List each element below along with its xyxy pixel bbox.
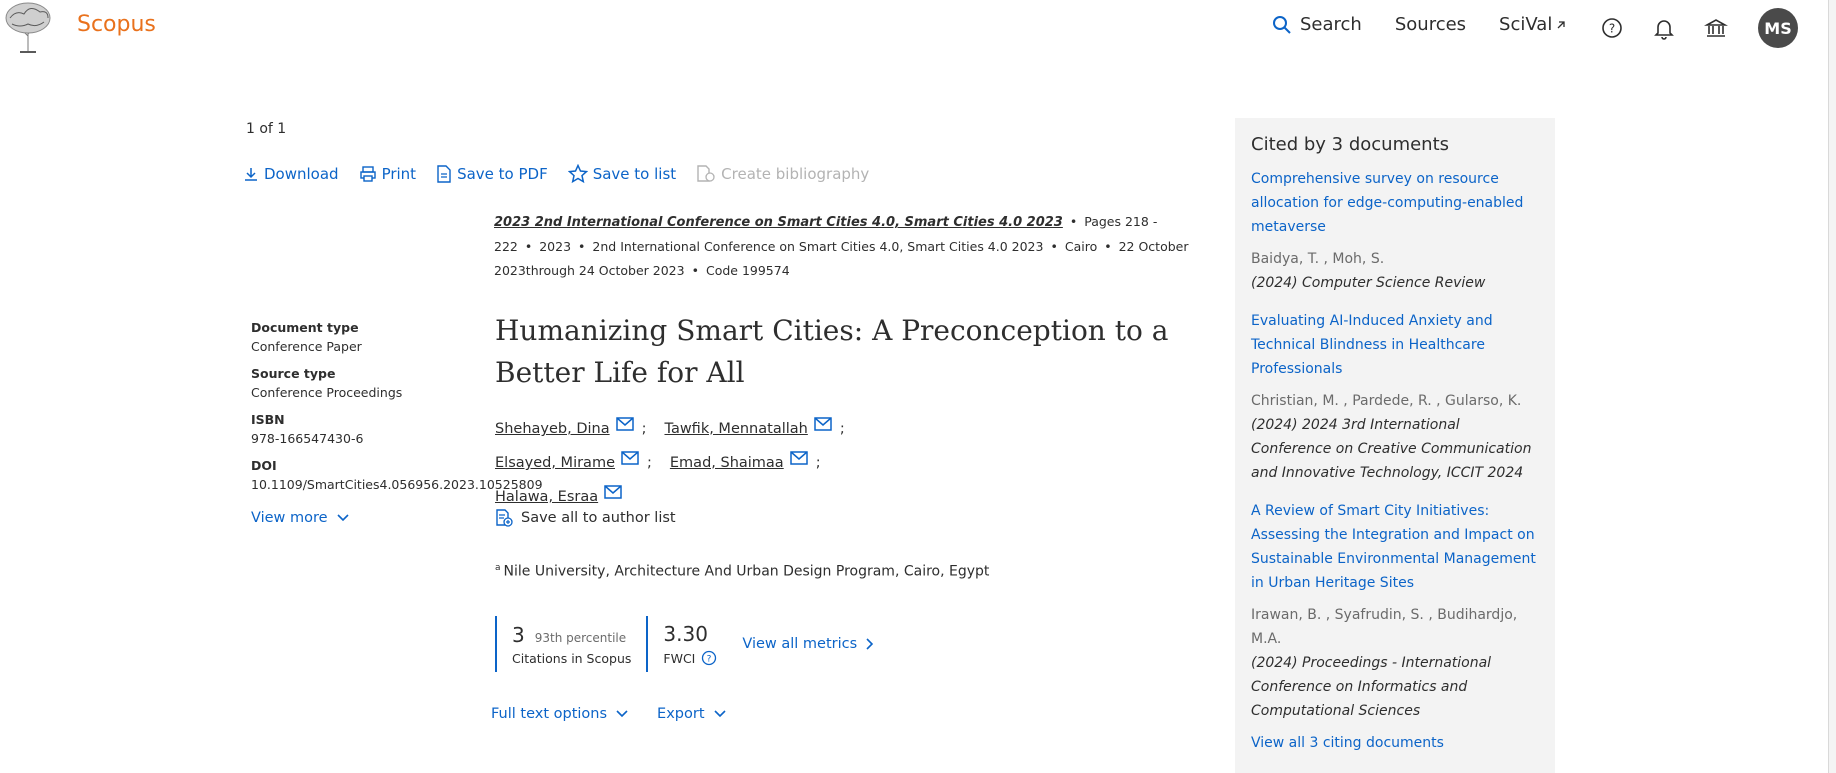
source-code: Code 199574	[705, 263, 790, 278]
star-icon	[568, 164, 588, 184]
citing-document-title[interactable]: Evaluating AI-Induced Anxiety and Technical Blindness in Healthcare Professionals	[1251, 313, 1493, 377]
print-icon	[359, 165, 377, 183]
cited-by-heading: Cited by 3 documents	[1251, 134, 1450, 155]
author-row	[495, 412, 1095, 446]
full-text-options-label: Full text options	[491, 706, 608, 722]
author-separator: ;	[641, 421, 647, 437]
chevron-down-icon	[615, 709, 629, 719]
author-row	[495, 446, 1095, 480]
author-name[interactable]: Tawfik, Mennatallah	[664, 421, 808, 437]
source-location: Cairo	[1064, 239, 1098, 254]
source-title-link[interactable]: 2023 2nd International Conference on Smart Cities 4.0, Smart Cities 4.0 2023	[494, 215, 1063, 230]
author-item[interactable]	[670, 455, 808, 471]
email-icon[interactable]	[616, 417, 634, 431]
isbn-label: ISBN	[251, 412, 285, 427]
chevron-down-icon	[336, 513, 350, 523]
bottom-actions	[491, 706, 755, 722]
print-button[interactable]	[359, 165, 417, 183]
author-separator: ;	[839, 421, 845, 437]
author-list	[495, 412, 1095, 514]
metrics-panel	[495, 616, 875, 672]
author-name[interactable]: Halawa, Esraa	[495, 489, 599, 505]
author-separator: ;	[815, 455, 821, 471]
fwci-label: FWCI	[663, 650, 696, 666]
doc-type-value: Conference Paper	[251, 339, 362, 354]
page-scrollbar[interactable]	[1828, 0, 1836, 773]
author-list-icon	[495, 509, 513, 527]
email-icon[interactable]	[604, 485, 622, 499]
bibliography-icon	[696, 165, 716, 183]
help-icon[interactable]	[1600, 16, 1624, 40]
source-type-label: Source type	[251, 366, 336, 381]
full-text-options-button[interactable]	[491, 706, 629, 722]
isbn-value: 978-166547430-6	[251, 431, 364, 446]
save-all-label: Save all to author list	[521, 510, 676, 526]
affiliation	[495, 563, 989, 580]
create-bibliography-label: Create bibliography	[721, 165, 870, 183]
doi-label: DOI	[251, 458, 277, 473]
citing-document-authors: Christian, M. , Pardede, R. , Gularso, K.	[1251, 393, 1522, 409]
export-button[interactable]	[657, 706, 726, 722]
help-circle-icon[interactable]	[701, 650, 717, 666]
citing-document-authors: Baidya, T. , Moh, S.	[1251, 251, 1385, 267]
search-icon	[1272, 15, 1292, 35]
user-avatar[interactable]: MS	[1758, 8, 1798, 48]
chevron-down-icon	[713, 709, 727, 719]
print-label: Print	[381, 165, 417, 183]
source-details: 2023 2nd International Conference on Smart Cities 4.0, Smart Cities 4.0 2023 • Pages 218 - 222 • 2023 • 2nd International Conference on Smart Cities 4.0, Smart Cities 4.0 2023 • Cairo • 22 October 2023through 24 October 2023 • Code 199574	[494, 214, 1189, 278]
source-pages: Pages 218 - 222	[494, 214, 1158, 254]
author-name[interactable]: Emad, Shaimaa	[669, 455, 784, 471]
citing-document-source: (2024) Computer Science Review	[1251, 275, 1486, 291]
external-link-icon	[1555, 19, 1567, 31]
citing-document	[1251, 309, 1541, 485]
citations-count: 3	[512, 622, 525, 647]
nav-sources-label: Sources	[1394, 14, 1467, 35]
elsevier-logo-icon[interactable]	[0, 0, 56, 54]
author-item[interactable]	[664, 421, 831, 437]
svg-text:?: ?	[1608, 21, 1616, 36]
view-all-metrics-label: View all metrics	[742, 636, 858, 652]
author-name[interactable]: Elsayed, Mirame	[495, 455, 615, 471]
fwci-label-row	[663, 650, 717, 666]
nav-search[interactable]	[1272, 14, 1362, 35]
affiliation-text: Nile University, Architecture And Urban Design Program, Cairo, Egypt	[503, 563, 990, 580]
author-item[interactable]	[495, 489, 622, 505]
author-item[interactable]	[495, 421, 634, 437]
citing-document-title[interactable]: Comprehensive survey on resource allocation for edge-computing-enabled metaverse	[1251, 171, 1524, 235]
citing-document-title[interactable]: A Review of Smart City Initiatives: Assessing the Integration and Impact on Sustainable Environmental Management in Urban Heritage Sites	[1251, 503, 1536, 591]
svg-text:?: ?	[706, 654, 712, 665]
view-more-label: View more	[251, 510, 328, 526]
fwci-value: 3.30	[663, 622, 708, 646]
author-separator: ;	[647, 455, 652, 471]
source-year: 2023	[539, 239, 572, 254]
nav-scival-label: SciVal	[1499, 14, 1553, 35]
doc-type-label: Document type	[251, 320, 359, 335]
bell-icon[interactable]	[1652, 16, 1676, 40]
save-pdf-label: Save to PDF	[457, 165, 548, 183]
view-more-button[interactable]	[251, 510, 481, 526]
citing-document	[1251, 499, 1541, 723]
view-all-metrics-link[interactable]	[742, 636, 875, 652]
save-list-button[interactable]	[568, 164, 676, 184]
citations-label: Citations in Scopus	[512, 650, 632, 666]
download-button[interactable]	[243, 165, 339, 183]
nav-scival[interactable]	[1499, 14, 1567, 35]
citing-document-authors: Irawan, B. , Syafrudin, S. , Budihardjo, M.A.	[1251, 607, 1518, 647]
save-list-label: Save to list	[592, 165, 677, 183]
top-nav	[1272, 14, 1600, 35]
document-toolbar	[243, 164, 889, 184]
pdf-icon	[436, 165, 452, 183]
source-conference: 2nd International Conference on Smart Cities 4.0, Smart Cities 4.0 2023	[592, 239, 1044, 254]
citations-percentile: 93th percentile	[534, 630, 627, 645]
citations-metric	[495, 616, 631, 672]
download-icon	[243, 166, 259, 182]
citing-document	[1251, 167, 1541, 295]
fwci-metric	[646, 616, 717, 672]
result-counter: 1 of 1	[246, 121, 287, 137]
scopus-brand[interactable]: Scopus	[77, 12, 156, 37]
cited-by-panel	[1235, 118, 1555, 773]
author-item[interactable]	[495, 455, 639, 471]
source-type-value: Conference Proceedings	[251, 385, 403, 400]
citing-document-source: (2024) Proceedings - International Conference on Informatics and Computational Sciences	[1251, 655, 1492, 719]
institution-icon[interactable]	[1704, 16, 1728, 40]
email-icon[interactable]	[621, 451, 639, 465]
email-icon[interactable]	[790, 451, 808, 465]
citing-document-source: (2024) 2024 3rd International Conference on Creative Communication and Innovative Technology, ICCIT 2024	[1251, 417, 1532, 481]
source-dates: 22 October 2023through 24 October 2023	[494, 239, 1189, 278]
email-icon[interactable]	[814, 417, 832, 431]
export-label: Export	[657, 706, 705, 722]
top-header	[0, 0, 1836, 60]
download-label: Download	[264, 165, 339, 183]
nav-sources[interactable]	[1395, 14, 1466, 35]
affiliation-marker: a	[495, 563, 501, 573]
author-name[interactable]: Shehayeb, Dina	[495, 421, 610, 437]
document-title: Humanizing Smart Cities: A Preconception to a Better Life for All	[495, 314, 1169, 389]
save-pdf-button[interactable]	[436, 165, 548, 183]
doi-value: 10.1109/SmartCities4.056956.2023.10525809	[251, 477, 543, 492]
view-all-citing-link[interactable]: View all 3 citing documents	[1251, 735, 1444, 751]
create-bibliography-button[interactable]	[696, 165, 869, 183]
save-all-authors-button[interactable]	[495, 509, 676, 527]
document-metadata	[251, 320, 543, 526]
nav-search-label: Search	[1300, 14, 1362, 35]
chevron-right-icon	[865, 637, 875, 651]
